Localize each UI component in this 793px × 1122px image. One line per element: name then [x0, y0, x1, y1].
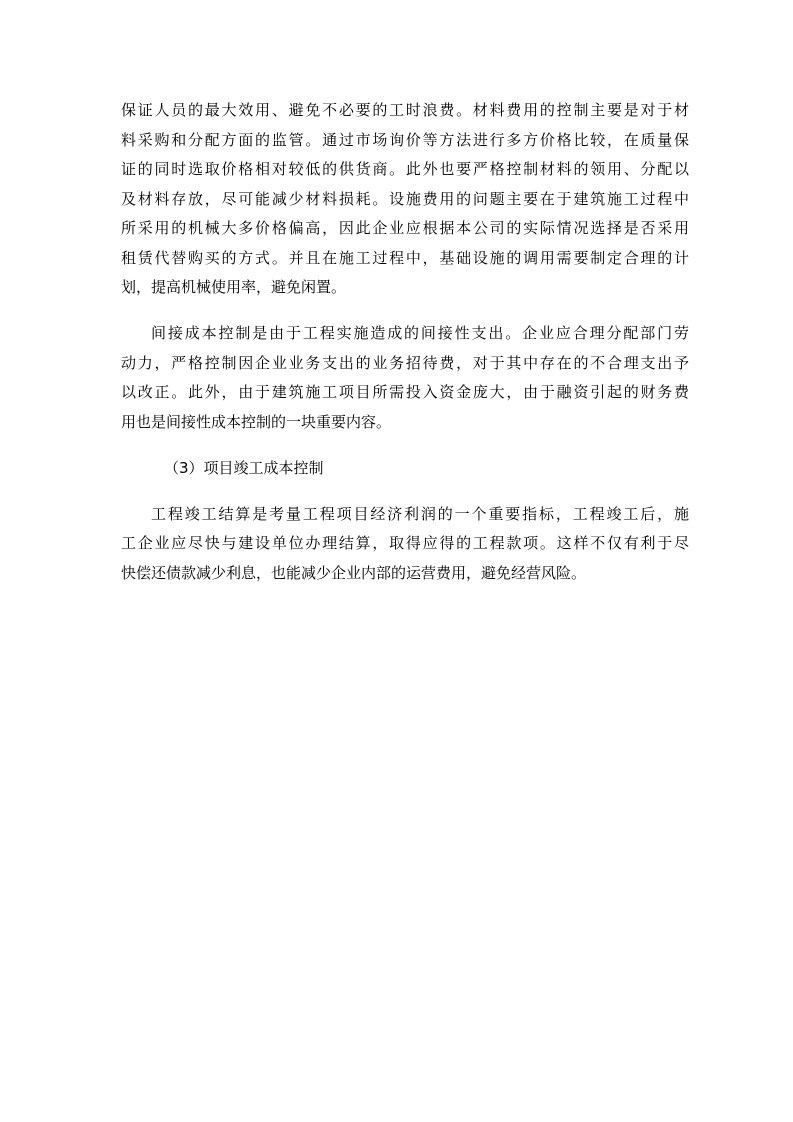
document-body [121, 96, 689, 588]
text-line: 用也是间接性成本控制的一块重要内容。 [121, 412, 392, 431]
paragraph-spacer [121, 483, 689, 500]
text-line: 快偿还债款减少利息，也能减少企业内部的运营费用，避免经营风险。 [121, 563, 587, 582]
text-line: 间接成本控制是由于工程实施造成的间接性支出。企业应合理分配部门劳 [151, 324, 689, 342]
text-line: 工企业应尽快与建设单位办理结算，取得应得的工程款项。这样不仅有利于尽 [121, 534, 689, 552]
text-line: 工程竣工结算是考量工程项目经济利润的一个重要指标，工程竣工后，施 [151, 504, 689, 523]
section-heading: （3）项目竣工成本控制 [164, 458, 324, 477]
text-line: 动力，严格控制因企业业务支出的业务招待费，对于其中存在的不合理支出予 [121, 353, 689, 372]
text-line: 及材料存放，尽可能减少材料损耗。设施费用的问题主要在于建筑施工过程中 [121, 189, 689, 208]
text-line: 所采用的机械大多价格偏高，因此企业应根据本公司的实际情况选择是否采用 [121, 219, 689, 237]
paragraph-spacer [121, 303, 689, 320]
paragraph-spacer [121, 437, 689, 454]
text-line: 租赁代替购买的方式。并且在施工过程中，基础设施的调用需要制定合理的计 [121, 248, 689, 267]
text-line: 保证人员的最大效用、避免不必要的工时浪费。材料费用的控制主要是对于材 [121, 101, 689, 119]
text-line: 料采购和分配方面的监管。通过市场询价等方法进行多方价格比较，在质量保 [121, 130, 689, 149]
paragraph-completion-settlement [121, 500, 689, 589]
text-line: 划，提高机械使用率，避免闲置。 [121, 278, 347, 296]
text-line: 以改正。此外，由于建筑施工项目所需投入资金庞大，由于融资引起的财务费 [121, 383, 689, 401]
paragraph-indirect-cost [121, 319, 689, 437]
text-line: 证的同时选取价格相对较低的供货商。此外也要严格控制材料的领用、分配以 [121, 160, 689, 178]
paragraph-labor-material-facility [121, 96, 689, 303]
section-heading-completion-cost [121, 454, 689, 484]
